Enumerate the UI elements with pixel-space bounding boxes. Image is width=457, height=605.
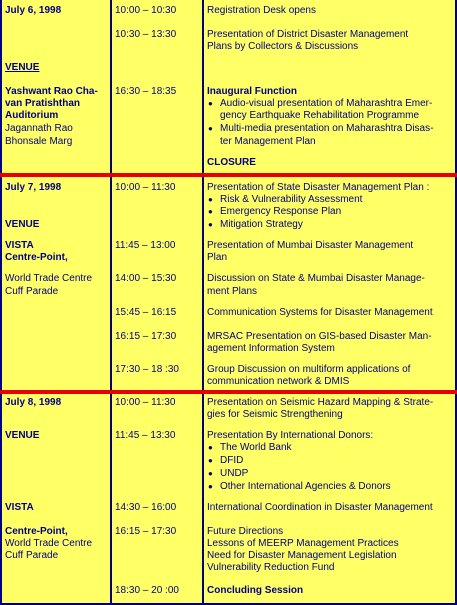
session-time: 17:30 – 18 :30 (115, 364, 179, 375)
bullet-item: ● Risk & Vulnerability Assessment (220, 194, 362, 206)
session-event: Need for Disaster Management Legislation (207, 550, 397, 561)
bullet-item: ● Other International Agencies & Donors (220, 481, 391, 493)
bullet-item: ● The World Bank (220, 442, 292, 454)
bullet-item-continued: gency Earthquake Rehabilitation Programme (220, 110, 419, 121)
venue-address: Jagannath Rao (5, 123, 73, 134)
session-time: 15:45 – 16:15 (115, 307, 177, 318)
venue-address: Cuff Parade (5, 550, 59, 561)
session-event: Group Discussion on multiform applications of (207, 364, 411, 375)
session-event: Presentation on Seismic Hazard Mapping & Strate- (207, 397, 434, 408)
session-event: Discussion on State & Mumbai Disaster Manage- (207, 273, 425, 284)
session-time: 10:00 – 10:30 (115, 5, 177, 16)
session-event: Plans by Collectors & Discussions (207, 41, 359, 52)
venue-name: Centre-Point, (5, 526, 68, 537)
venue-address: World Trade Centre (5, 538, 93, 549)
session-event: Vulnerability Reduction Fund (207, 562, 335, 573)
day-date: July 7, 1998 (5, 182, 62, 193)
day-divider-1 (0, 173, 457, 177)
session-time: 16:15 – 17:30 (115, 526, 177, 537)
bullet-item-continued: ter Management Plan (220, 136, 316, 147)
session-event: Presentation of State Disaster Management Plan : (207, 182, 430, 193)
session-time: 18:30 – 20 :00 (115, 585, 179, 596)
session-time: 16:15 – 17:30 (115, 331, 177, 342)
day-divider-2 (0, 390, 457, 394)
session-event: Lessons of MEERP Management Practices (207, 538, 399, 549)
venue-label: VENUE (5, 219, 40, 230)
session-event: Presentation By International Donors: (207, 430, 374, 441)
venue-name: VISTA (5, 240, 34, 251)
session-event: Future Directions (207, 526, 284, 537)
venue-name: Auditorium (5, 110, 59, 121)
bullet-item: ● Audio-visual presentation of Maharashtra Emer- (220, 98, 432, 110)
session-time: 11:45 – 13:30 (115, 430, 176, 441)
session-event: Plan (207, 252, 228, 263)
venue-name: Yashwant Rao Cha- (5, 86, 98, 97)
session-time: 10:00 – 11:30 (115, 397, 176, 408)
venue-label: VENUE (5, 430, 40, 441)
venue-address: Cuff Parade (5, 286, 59, 297)
bullet-item: ● DFID (220, 455, 243, 467)
venue-name: van Pratishthan (5, 98, 81, 109)
column-divider-date-time (110, 0, 112, 605)
bullet-item: ● Mitigation Strategy (220, 219, 303, 231)
session-event: gies for Seismic Strengthening (207, 409, 343, 420)
session-event: Presentation of District Disaster Management (207, 29, 409, 40)
session-event: MRSAC Presentation on GIS-based Disaster Man- (207, 331, 432, 342)
session-event: Communication Systems for Disaster Management (207, 307, 433, 318)
venue-name: Centre-Point, (5, 252, 68, 263)
bullet-item: ● UNDP (220, 468, 248, 480)
session-event: Registration Desk opens (207, 5, 316, 16)
session-title: Inaugural Function (207, 86, 297, 97)
session-time: 14:30 – 16:00 (115, 502, 177, 513)
session-time: 11:45 – 13:00 (115, 240, 176, 251)
session-event: agement Information System (207, 343, 335, 354)
bullet-item: ● Multi-media presentation on Maharashtra Disas- (220, 123, 433, 135)
day-date: July 6, 1998 (5, 5, 62, 16)
session-time: 10:30 – 13:30 (115, 29, 177, 40)
session-time: 10:00 – 11:30 (115, 182, 176, 193)
closure-label: CLOSURE (207, 157, 256, 168)
bullet-item: ● Emergency Response Plan (220, 206, 341, 218)
column-divider-time-event (202, 0, 204, 605)
session-event: ment Plans (207, 286, 258, 297)
venue-label: VENUE (5, 62, 40, 73)
session-event: International Coordination in Disaster Management (207, 502, 433, 513)
day-date: July 8, 1998 (5, 397, 62, 408)
venue-address: Bhonsale Marg (5, 136, 73, 147)
session-time: 16:30 – 18:35 (115, 86, 177, 97)
session-title: Concluding Session (207, 585, 304, 596)
session-event: communication network & DMIS (207, 376, 350, 387)
session-time: 14:00 – 15:30 (115, 273, 177, 284)
session-event: Presentation of Mumbai Disaster Management (207, 240, 414, 251)
venue-name: VISTA (5, 502, 34, 513)
venue-address: World Trade Centre (5, 273, 93, 284)
